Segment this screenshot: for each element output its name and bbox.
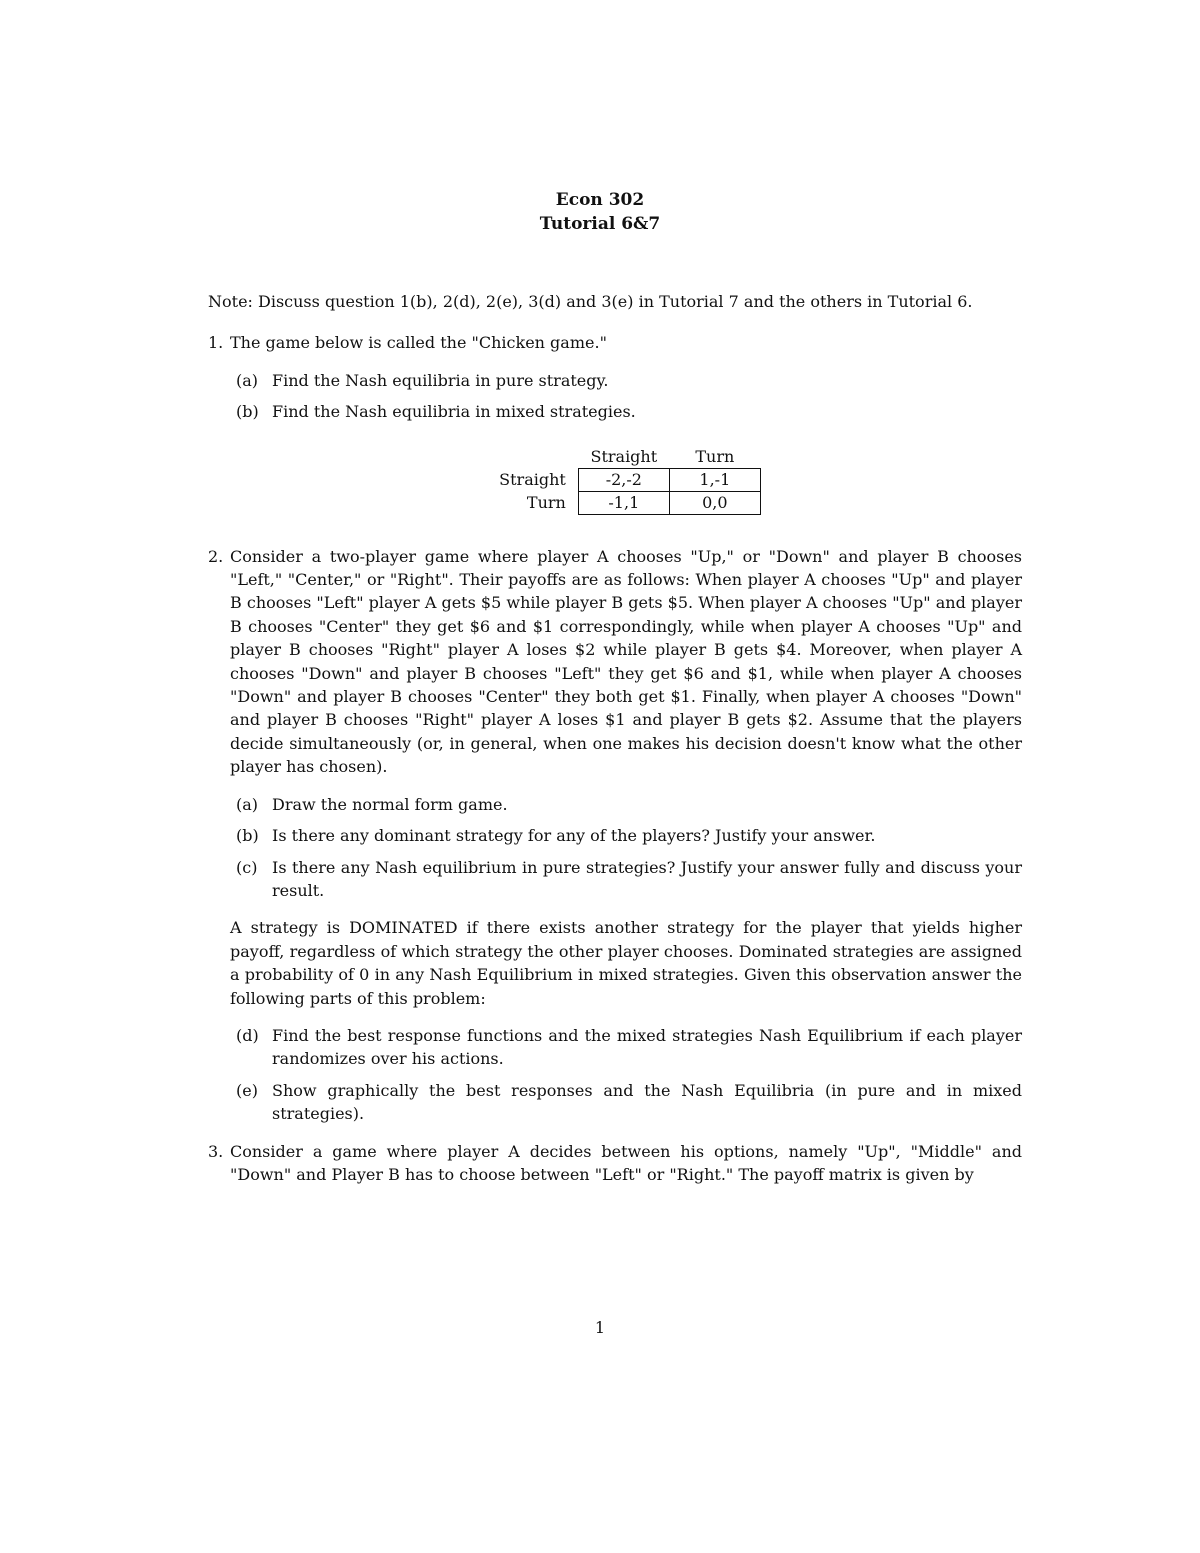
corner-cell <box>491 446 578 469</box>
question-text: Consider a two-player game where player A chooses "Up," or "Down" and player B chooses "Left," "Center," or "Right". Their payoffs are as follows: When player A chooses "Up" and player B chooses "Left" player A gets $5 while player B gets $5. When player A chooses "Up" and player B chooses "Center" they get $6 and $1 correspondingly, while when player A chooses "Up" and player B chooses "Right" player A loses $2 while player B gets $4. Moreover, when player A chooses "Down" and player B chooses "Left" they get $6 and $1, while when player A chooses "Down" and player B chooses "Center" they both get $1. Finally, when player A chooses "Down" and player B chooses "Right" player A loses $1 and player B gets $2. Assume that the players decide simultaneously (or, in general, when one makes his decision doesn't know what the other player has chosen). <box>230 546 1022 777</box>
part-text: Find the Nash equilibria in pure strategy. <box>272 370 609 390</box>
question-text: Consider a game where player A decides between his options, namely "Up", "Middle" and "Down" and Player B has to choose between "Left" or "Right." The payoff matrix is given by <box>230 1141 1022 1184</box>
part-text: Is there any dominant strategy for any of the players? Justify your answer. <box>272 826 876 846</box>
part-label: (d) <box>236 1025 259 1045</box>
payoff-cell: -2,-2 <box>578 468 669 491</box>
payoff-cell: 1,-1 <box>669 468 760 491</box>
table-row <box>491 446 760 469</box>
table-row <box>491 491 760 514</box>
table-row <box>491 468 760 491</box>
page-number: 1 <box>594 1318 606 1337</box>
part-label: (b) <box>236 826 259 846</box>
dominated-strategy-note: A strategy is DOMINATED if there exists another strategy for the player that yields higher payoff, regardless of which strategy the other player chooses. Dominated strategies are assigned a probability of 0 in any Nash Equilibrium in mixed strategies. Given this observation answer the following parts of this problem: <box>230 918 1022 1008</box>
part-label: (c) <box>236 857 258 877</box>
list-item <box>230 369 1022 392</box>
row-header: Straight <box>499 469 566 489</box>
question-number: 2. <box>208 546 224 566</box>
part-text: Find the Nash equilibria in mixed strategies. <box>272 402 636 422</box>
part-text: Is there any Nash equilibrium in pure strategies? Justify your answer fully and discuss your result. <box>272 857 1022 900</box>
tutorial-title: Tutorial 6&7 <box>539 214 661 234</box>
list-item <box>230 1024 1022 1071</box>
main-content <box>208 290 1022 1186</box>
question-number: 3. <box>208 1141 224 1161</box>
question-text: The game below is called the "Chicken game." <box>230 333 607 353</box>
part-label: (e) <box>236 1080 258 1100</box>
question-2-parts-1 <box>230 793 1022 903</box>
question-number: 1. <box>208 333 224 353</box>
payoff-matrix-wrapper <box>230 446 1022 515</box>
part-label: (a) <box>236 370 259 390</box>
part-text: Draw the normal form game. <box>272 794 508 814</box>
question-2-parts-2 <box>230 1024 1022 1126</box>
part-label: (a) <box>236 794 259 814</box>
note-paragraph: Note: Discuss question 1(b), 2(d), 2(e), 3(d) and 3(e) in Tutorial 7 and the others in Tutorial 6. <box>208 292 973 311</box>
list-item <box>230 856 1022 903</box>
part-text: Show graphically the best responses and the Nash Equilibria (in pure and in mixed strategies). <box>272 1080 1022 1124</box>
title-block <box>0 188 1200 236</box>
question-2 <box>208 545 1022 1126</box>
question-1 <box>208 331 1022 514</box>
list-item <box>230 793 1022 816</box>
payoff-cell: 0,0 <box>669 491 760 514</box>
part-label: (b) <box>236 402 259 422</box>
course-title: Econ 302 <box>555 190 645 210</box>
chicken-game-matrix <box>491 446 761 515</box>
row-header: Turn <box>526 492 566 512</box>
question-1-parts <box>230 369 1022 424</box>
payoff-cell: -1,1 <box>578 491 669 514</box>
question-3 <box>208 1140 1022 1187</box>
list-item <box>230 824 1022 847</box>
list-item <box>230 400 1022 423</box>
column-header: Turn <box>695 446 735 466</box>
list-item <box>230 1079 1022 1126</box>
column-header: Straight <box>590 446 658 466</box>
part-text: Find the best response functions and the mixed strategies Nash Equilibrium if each player randomizes over his actions. <box>272 1025 1022 1069</box>
